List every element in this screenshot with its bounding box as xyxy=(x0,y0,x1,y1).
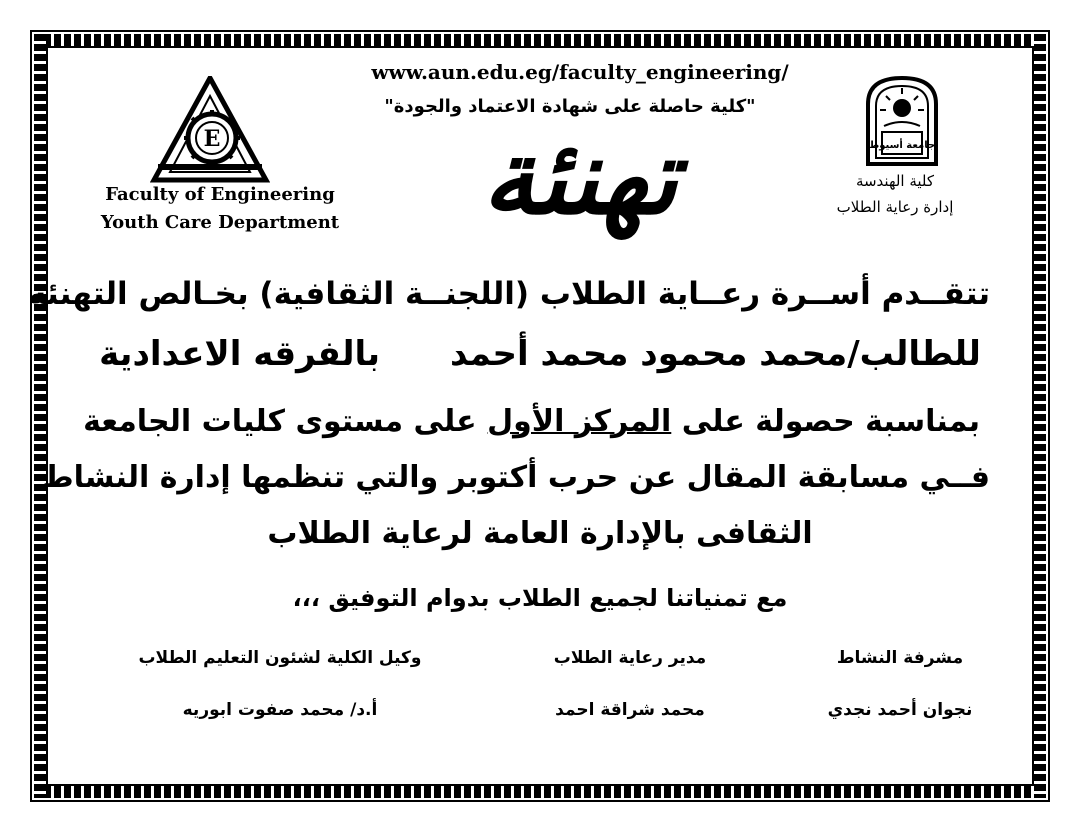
occasion-prefix: بمناسبة حصولة على xyxy=(681,404,980,439)
student-line xyxy=(70,334,1010,374)
department-name-ar: إدارة رعاية الطلاب xyxy=(836,198,954,216)
closing-wish: مع تمنياتنا لجميع الطلاب بدوام التوفيق ،،، xyxy=(292,584,788,612)
signature-title-1: مشرفة النشاط xyxy=(836,648,964,668)
occasion-line xyxy=(83,404,980,439)
university-logo-text: جامعة أسيوط xyxy=(868,140,936,151)
faculty-name-ar: كلية الهندسة xyxy=(855,172,935,190)
student-level: بالفرقه الاعدادية xyxy=(99,334,381,374)
signature-title-2: مدير رعاية الطلاب xyxy=(553,648,707,668)
signature-title-3: وكيل الكلية لشئون التعليم الطلاب xyxy=(138,648,422,668)
occasion-suffix: على مستوى كليات الجامعة xyxy=(83,404,477,439)
student-name: للطالب/محمد محمود محمد أحمد xyxy=(450,334,981,374)
signature-name-3: أ.د/ محمد صفوت ابوريه xyxy=(182,700,378,720)
engineering-gear-logo-icon xyxy=(150,76,270,184)
assiut-university-logo-icon xyxy=(862,74,942,166)
contest-line: فــي مسابقة المقال عن حرب أكتوبر والتي تنظمها إدارة النشاط xyxy=(42,460,990,495)
signature-name-2: محمد شراقة احمد xyxy=(555,700,705,720)
department-line: الثقافى بالإدارة العامة لرعاية الطلاب xyxy=(267,516,813,551)
first-place-rank: المركز الأول xyxy=(487,404,672,439)
congratulations-headline: تهنئة xyxy=(482,116,678,238)
department-name-en: Youth Care Department xyxy=(100,212,340,233)
faculty-url: www.aun.edu.eg/faculty_engineering/ xyxy=(371,60,789,84)
congratulations-line: تتقــدم أســرة رعــاية الطلاب (اللجنــة الثقافية) بخـالص التهنئة xyxy=(28,276,990,312)
signature-name-1: نجوان أحمد نجدي xyxy=(827,700,973,720)
faculty-name-en: Faculty of Engineering xyxy=(105,184,335,205)
svg-text:E: E xyxy=(203,126,221,152)
accreditation-note: "كلية حاصلة على شهادة الاعتماد والجودة" xyxy=(384,96,756,117)
